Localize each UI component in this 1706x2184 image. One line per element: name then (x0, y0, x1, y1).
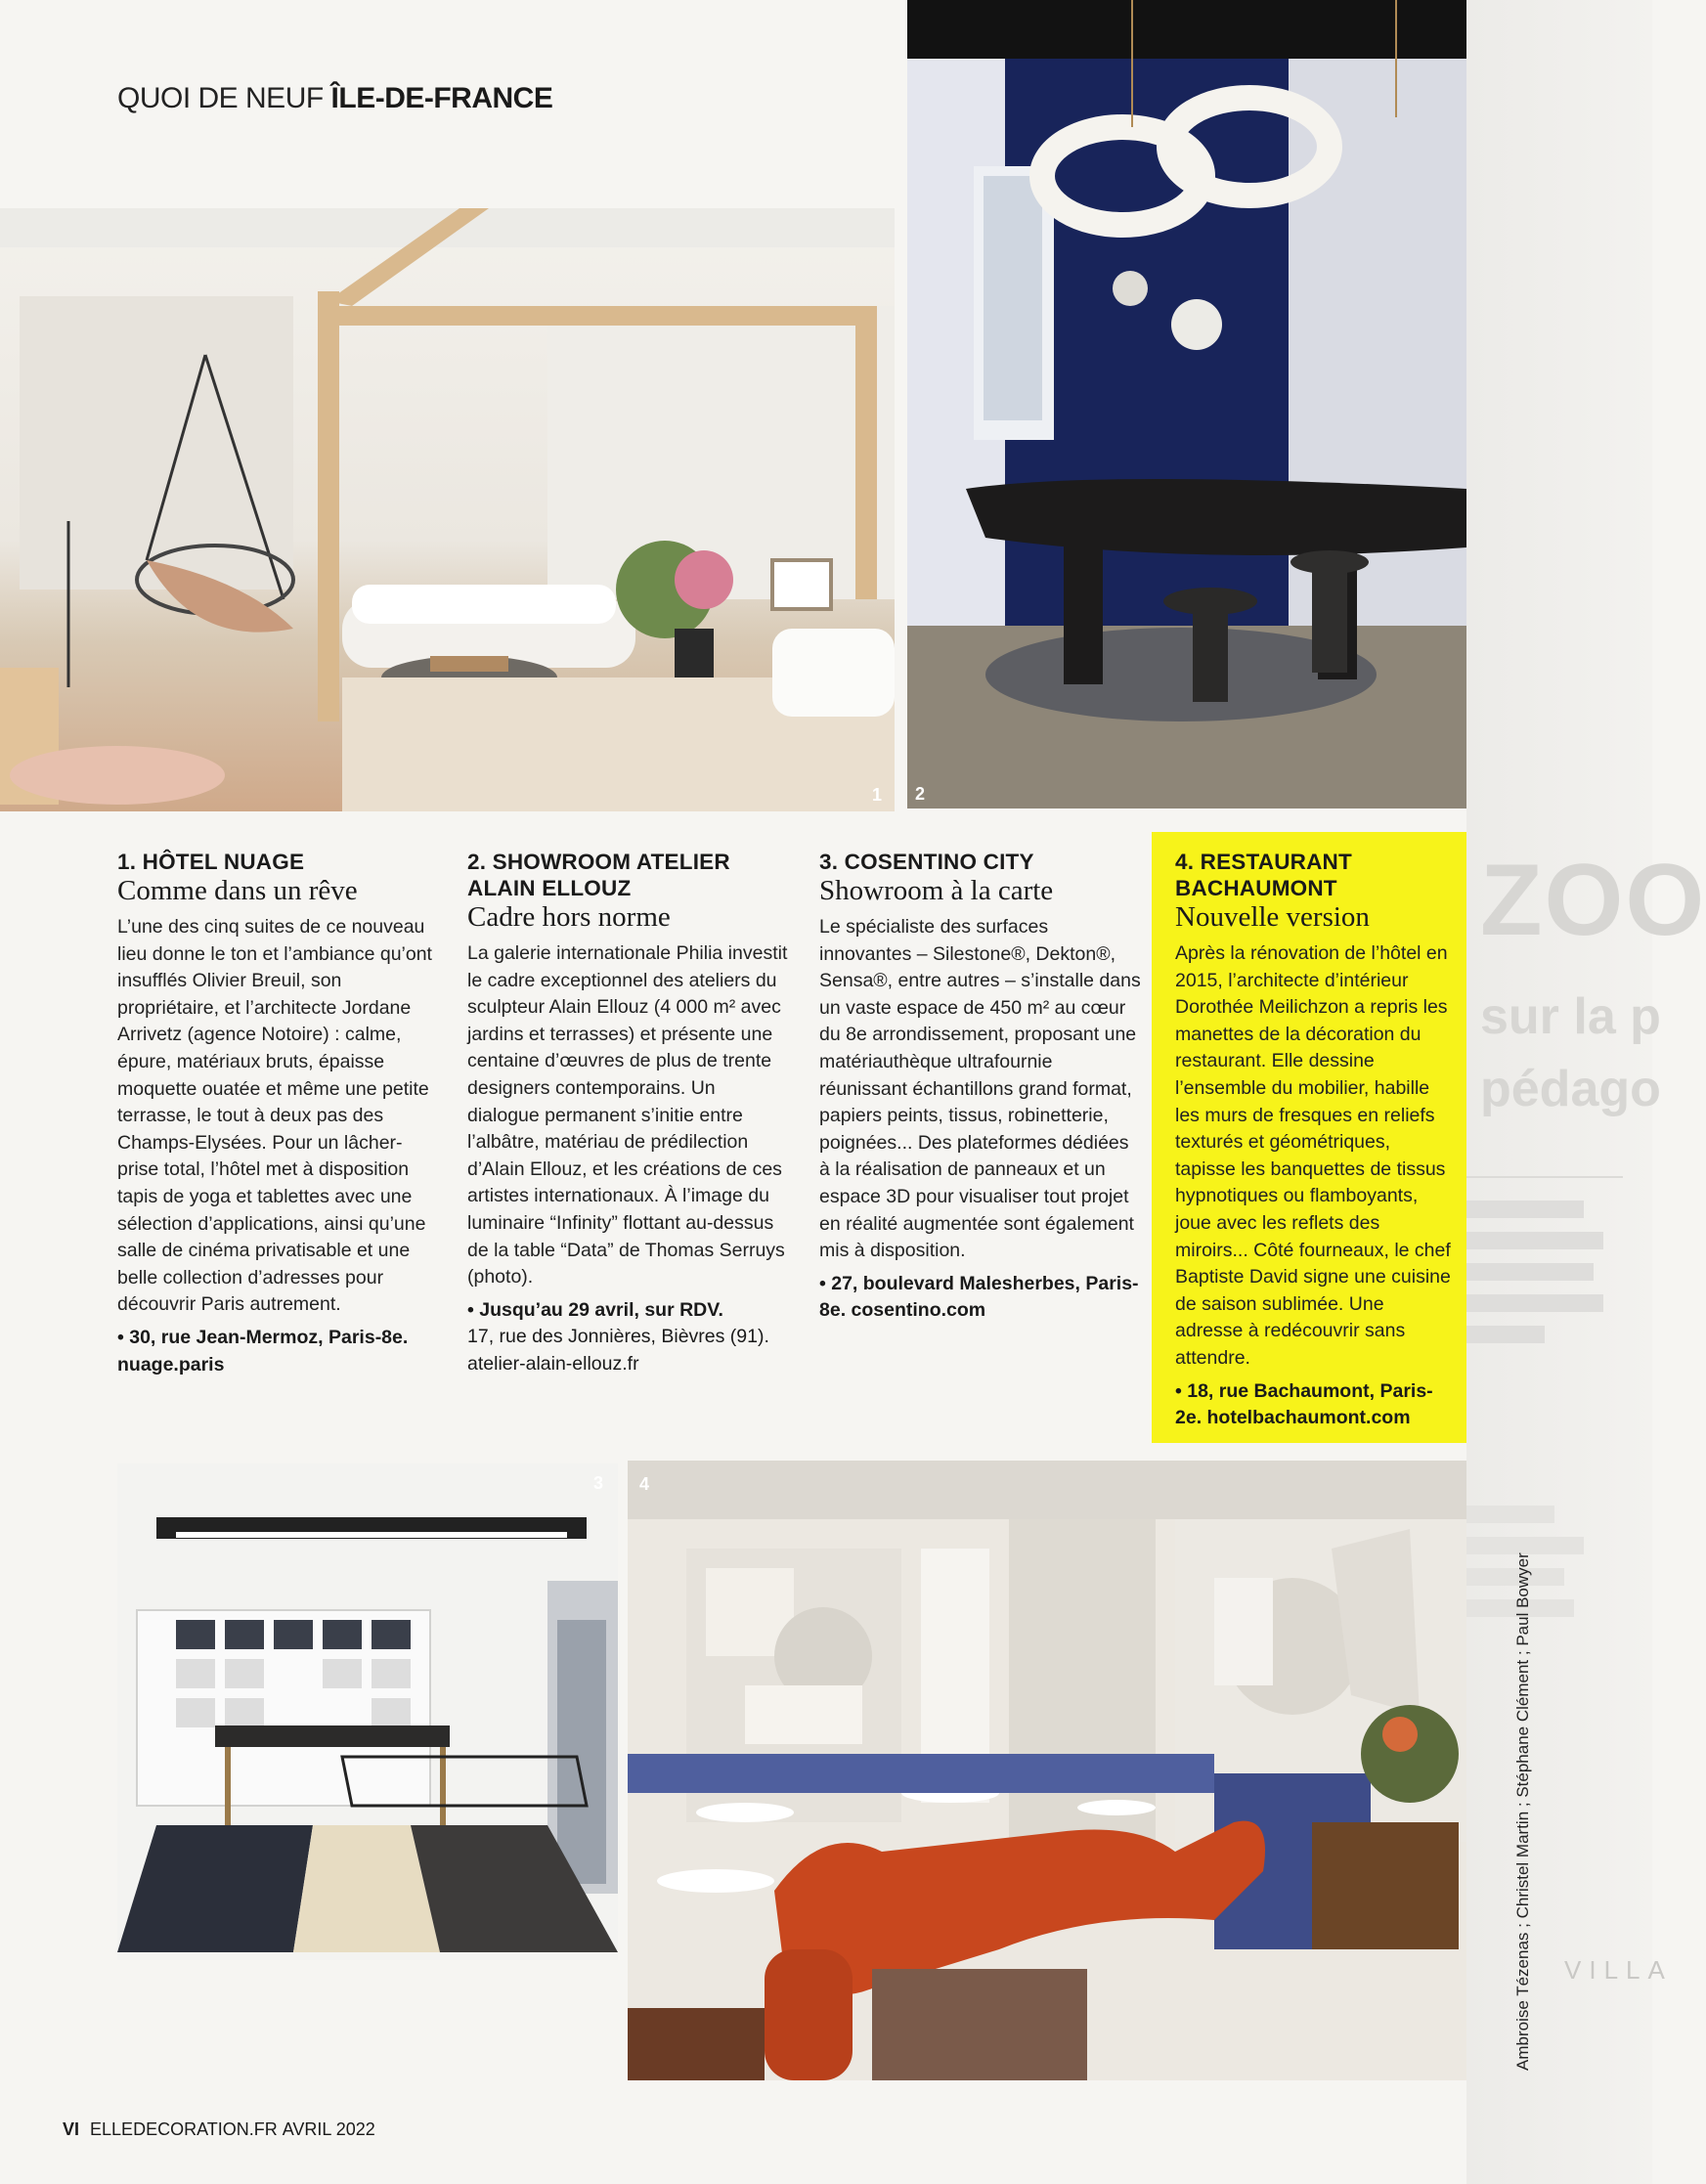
fragment-big-title: ZOO (1480, 844, 1706, 957)
fragment-line-2: pédago (1480, 1061, 1661, 1117)
article-address: • Jusqu’au 29 avril, sur RDV. (467, 1298, 723, 1321)
article-address: • 27, boulevard Malesherbes, Paris-8e. cosentino.com (819, 1272, 1139, 1322)
restaurant-illustration (628, 1461, 1466, 2080)
article-subheading: Cadre hors norme (467, 901, 671, 933)
article-subheading: Showroom à la carte (819, 875, 1054, 906)
fragment-footer-word: VILLA (1564, 1955, 1673, 1985)
article-showroom-ellouz (467, 849, 790, 1378)
photo-cosentino (117, 1463, 618, 1960)
article-cosentino (819, 849, 1142, 1325)
article-body: Après la rénovation de l’hôtel en 2015, l’architecte d’intérieur Dorothée Meilichzon a repris les manettes de la décoration du restaurant. Elle dessine l’ensemble du mobilier, habille les murs de fresques en reliefs texturés et géométriques, tapisse les banquettes de tissus hypnotiques ou flamboyants, joue avec les reflets des miroirs... Côté fourneaux, le chef Baptiste David signe une cuisine de saison sublimée. Une adresse à redécouvrir sans attendre. (1175, 942, 1451, 1369)
article-subheading: Nouvelle version (1175, 901, 1370, 933)
fragment-rule (1466, 1176, 1623, 1178)
article-body: La galerie internationale Philia investit le cadre exceptionnel des ateliers du sculpteur Alain Ellouz (4 000 m² avec jardins et terrasses) et présente une centaine d’œuvres de plus de trente designers contemporains. Un dialogue permanent s’initie entre l’albâtre, matériau de prédilection d’Alain Ellouz, et les créations de ces artistes internationaux. À l’image du luminaire “Infinity” flottant au-dessus de la table “Data” de Thomas Serruys (photo). (467, 942, 788, 1289)
rubric-light: QUOI DE NEUF (117, 82, 324, 114)
article-heading: 1. HÔTEL NUAGE (117, 850, 305, 874)
article-heading: 4. RESTAURANT BACHAUMONT (1175, 850, 1352, 900)
fragment-text-block (1466, 1201, 1613, 1435)
photo-restaurant-bachaumont (628, 1461, 1466, 2080)
cosentino-illustration (117, 1463, 618, 1960)
rubric-bold: ÎLE-DE-FRANCE (330, 82, 553, 114)
article-heading: 3. COSENTINO CITY (819, 850, 1034, 874)
photo-showroom-atelier (907, 0, 1466, 808)
article-bachaumont-highlight (1152, 832, 1472, 1443)
section-rubric (117, 82, 552, 115)
article-body: L’une des cinq suites de ce nouveau lieu donne le ton et l’ambiance qu’ont insufflés Olivier Breuil, son propriétaire, et l’architecte Jordane Arrivetz (agence Notoire) : calme, épure, matériaux bruts, épaisse moquette ouatée et même une petite terrasse, le tout à deux pas des Champs-Elysées. Pour un lâcher-prise total, l’hôtel met à disposition tapis de yoga et tablettes avec une sélection d’applications, ainsi qu’une salle de cinéma privatisable et une belle collection d’adresses pour découvrir Paris autrement. (117, 916, 432, 1316)
page-footer (63, 2119, 375, 2140)
photo-number-2: 2 (915, 784, 926, 804)
photo-hotel-nuage (0, 208, 895, 811)
footer-site: ELLEDECORATION.FR (90, 2119, 278, 2139)
footer-date: AVRIL 2022 (282, 2119, 375, 2139)
hotel-suite-illustration (0, 208, 895, 811)
article-body: Le spécialiste des surfaces innovantes – Silestone®, Dekton®, Sensa®, entre autres – s’installe dans un vaste espace de 450 m² au cœur du 8e arrondissement, proposant une matériauthèque ultrafournie réunissant échantillons grand format, papiers peints, tissus, robinetterie, poignées... Des plateformes dédiées à la réalisation de panneaux et un espace 3D pour visualiser tout projet en réalité augmentée sont également mis à disposition. (819, 916, 1141, 1262)
next-page-fragment (1466, 0, 1706, 2184)
article-subheading: Comme dans un rêve (117, 875, 358, 906)
photo-number-3: 3 (593, 1473, 604, 1493)
article-address: • 18, rue Bachaumont, Paris-2e. hotelbachaumont.com (1175, 1379, 1433, 1429)
article-address: • 30, rue Jean-Mermoz, Paris-8e. nuage.paris (117, 1326, 409, 1376)
article-hotel-nuage (117, 849, 440, 1378)
fragment-line-1: sur la p (1480, 988, 1661, 1045)
showroom-illustration (907, 0, 1466, 808)
article-heading: 2. SHOWROOM ATELIER ALAIN ELLOUZ (467, 850, 730, 900)
photo-number-1: 1 (872, 785, 883, 805)
photo-credits (1513, 1504, 1553, 2071)
photo-number-4: 4 (639, 1474, 650, 1494)
footer-page-number: VI (63, 2119, 80, 2139)
article-address-extra: 17, rue des Jonnières, Bièvres (91). atelier-alain-ellouz.fr (467, 1326, 769, 1375)
photo-credits-text: Ambroise Tézenas ; Christel Martin ; Stéphane Clément ; Paul Bowyer (1513, 1552, 1532, 2071)
